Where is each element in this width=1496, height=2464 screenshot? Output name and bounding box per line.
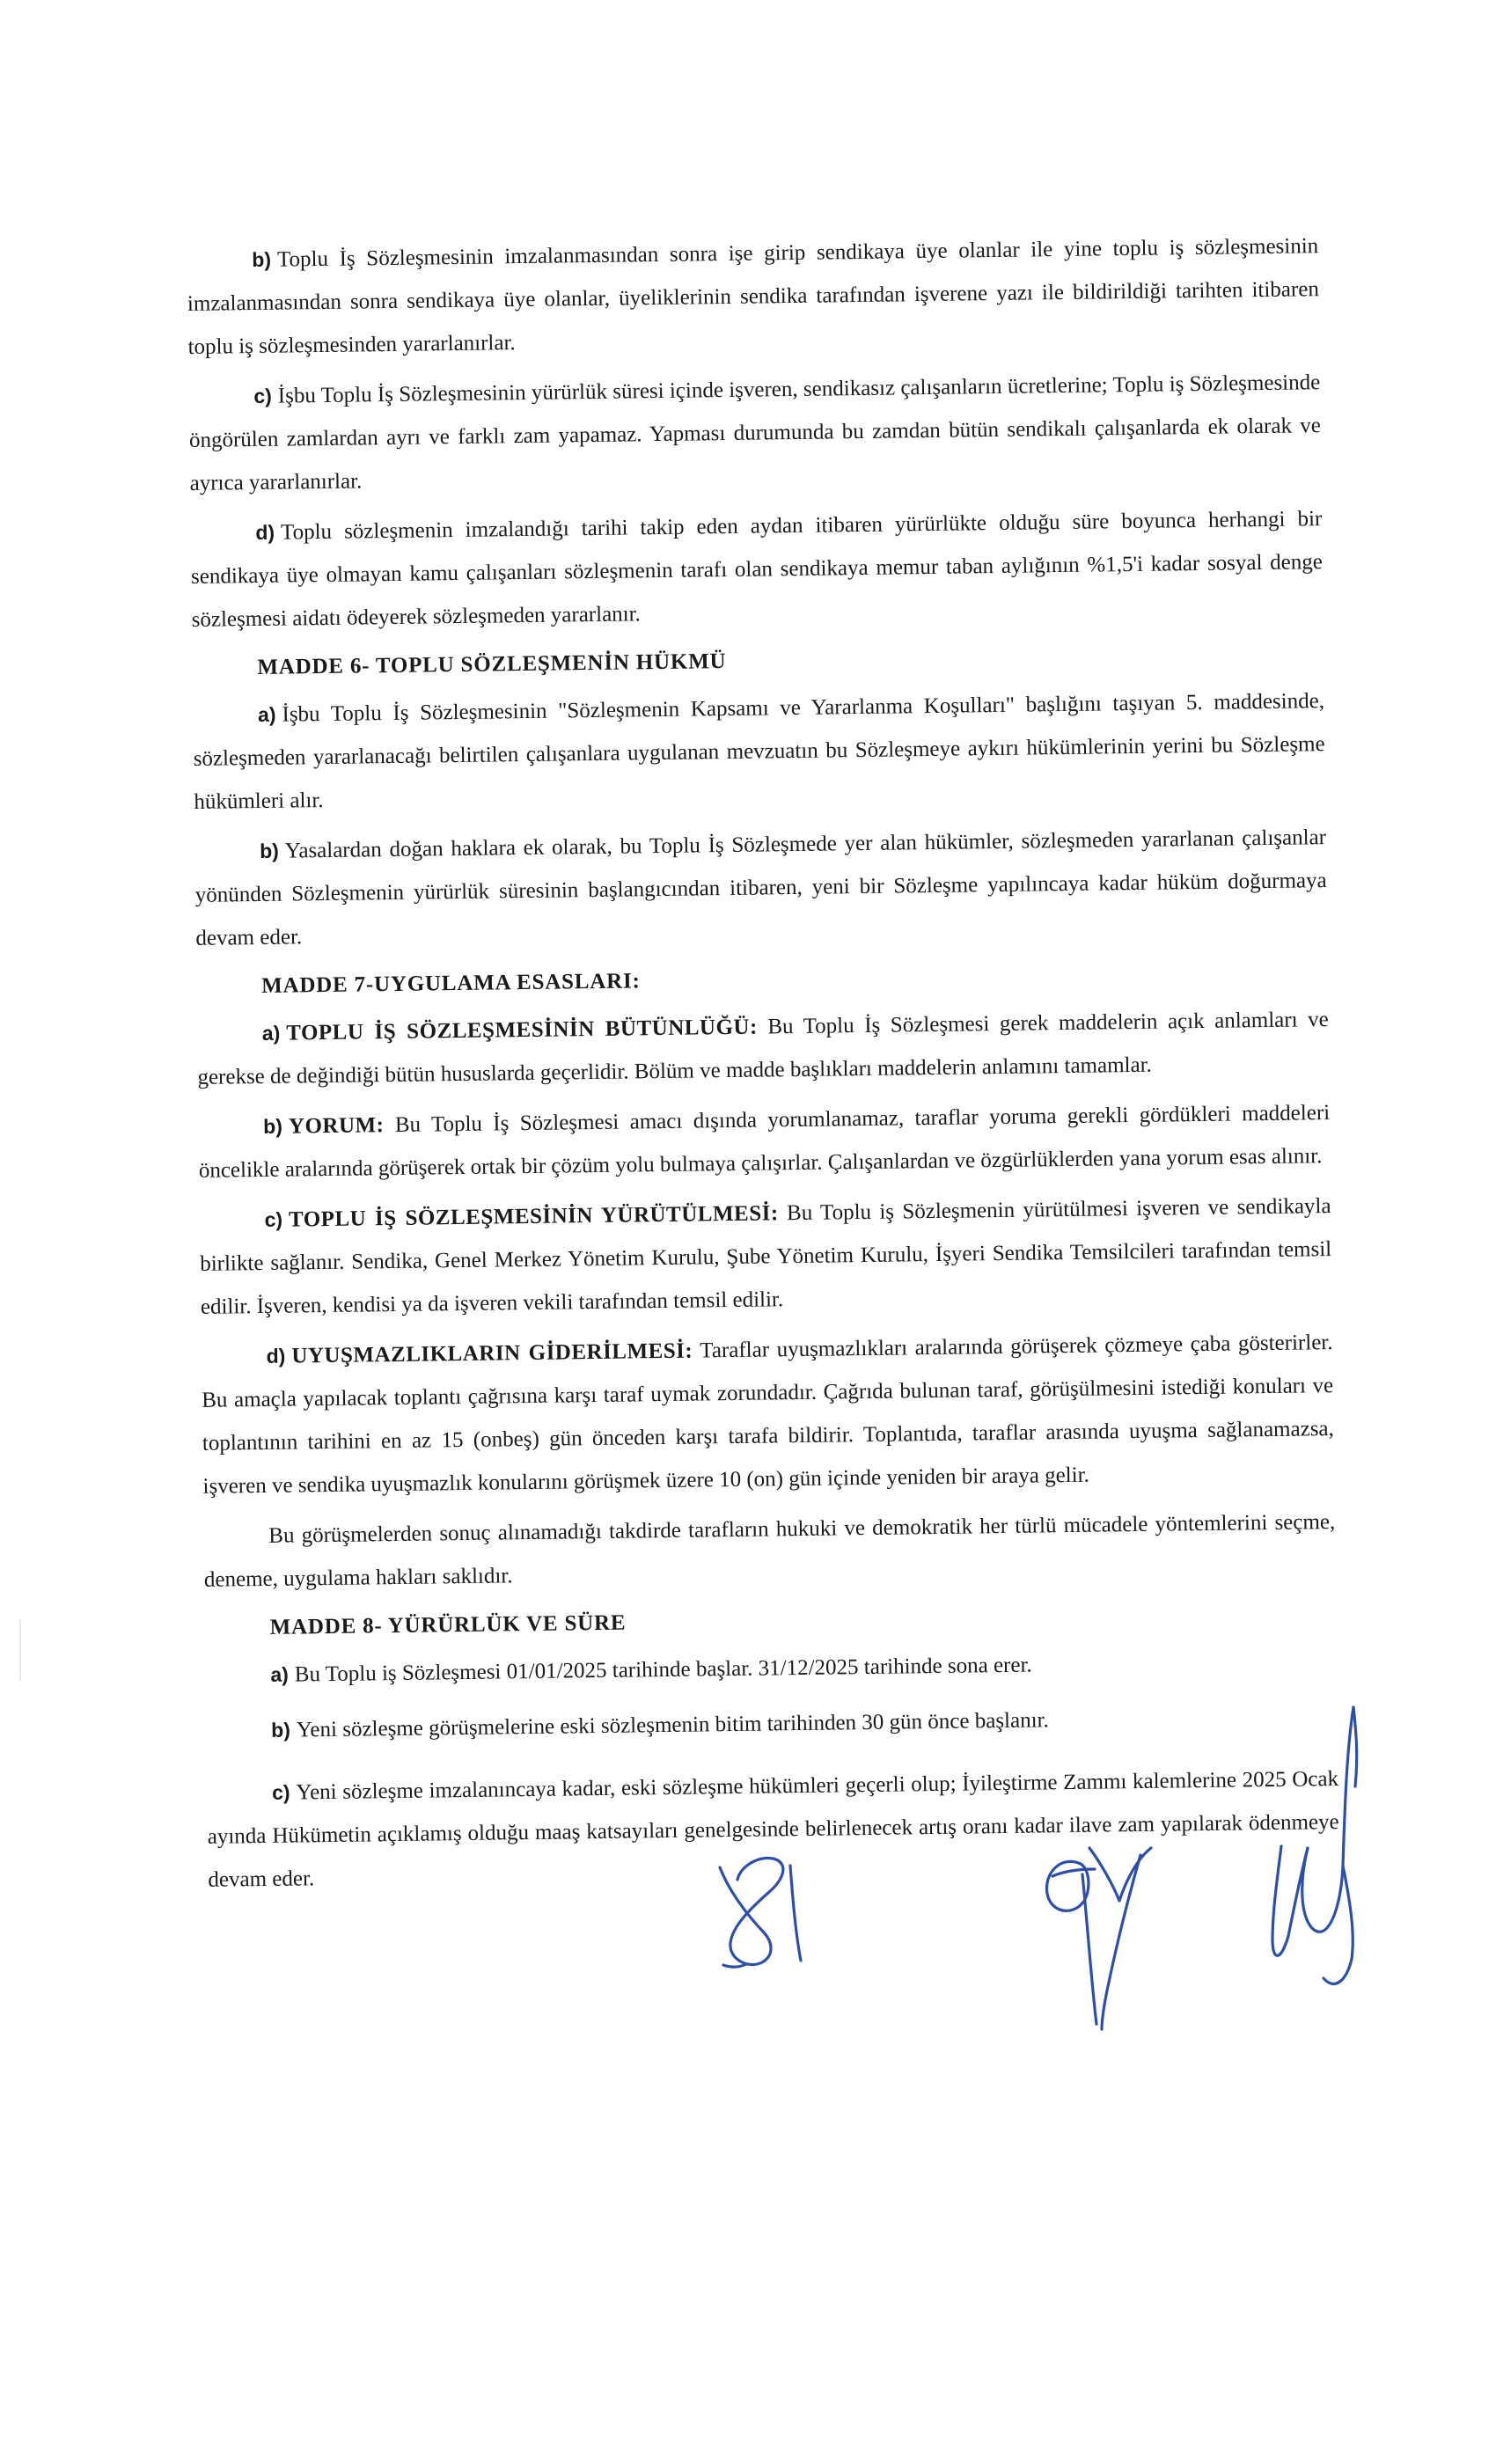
madde7-closing: Bu görüşmelerden sonuç alınamadığı takdirde tarafların hukuki ve demokratik her türlü mücadele yöntemlerini seçme, deneme, uygulama hakları saklıdır.	[203, 1510, 1336, 1592]
scan-margin-mark	[19, 1619, 21, 1681]
clause-label: c)	[253, 384, 272, 408]
clause-text: Toplu sözleşmenin imzalandığı tarihi takip eden aydan itibaren yürürlükte olduğu süre boyunca herhangi bir sendikaya üye olmayan kamu çalışanları sözleşmenin tarafı olan sendikaya memur taban aylığının %1,5'i kadar sosyal denge sözleşmesi aidatı ödeyerek sözleşmeden yararlanır.	[190, 507, 1324, 632]
intro-clause-d	[190, 497, 1324, 642]
clause-text: Bu Toplu İş Sözleşmesi amacı dışında yorumlanamaz, taraflar yoruma gerekli gördükleri maddeleri öncelikle aralarında görüşerek ortak bir çözüm yolu bulmaya çalışırlar. Çalışanlardan ve özgürlüklerden yana yorum esas alınır.	[198, 1101, 1331, 1183]
madde8-heading: MADDE 8- YÜRÜRLÜK VE SÜRE	[269, 1610, 627, 1639]
clause-label: c)	[271, 1780, 290, 1804]
clause-label: c)	[264, 1207, 283, 1231]
clause-text: Taraflar uyuşmazlıkları aralarında görüşerek çözmeye çaba gösterirler. Bu amaçla yapılacak toplantı çağrısına karşı taraf uymak zorundadır. Çağrıda bulunan taraf, görüşülmesini istediği konuları ve toplantının tarihini en az 15 (onbeş) gün önceden karşı tarafa bildirir. Toplantıda, taraflar arasında uyuşma sağlanamazsa, işveren ve sendika uyuşmazlık konularını görüşmek üzere 10 (on) gün içinde yeniden bir araya gelir.	[202, 1331, 1334, 1499]
madde7-clause-a	[197, 998, 1330, 1099]
clause-text: Yeni sözleşme imzalanıncaya kadar, eski sözleşme hükümleri geçerli olup; İyileştirme Zammı kalemlerine 2025 Ocak ayında Hükümetin açıklamış olduğu maaş katsayıları genelgesinde belirlenecek artış oranı kadar ilave zam yapılarak ödenmeye devam eder.	[207, 1767, 1339, 1892]
clause-text: Toplu İş Sözleşmesinin imzalanmasından sonra işe girip sendikaya üye olanlar ile yine toplu iş sözleşmesinin imzalanmasından sonra sendikaya üye olanlar, üyeliklerinin sendika tarafından işverene yazı ile bildirildiği tarihten itibaren toplu iş sözleşmesinden yararlanırlar.	[187, 234, 1320, 359]
clause-label: a)	[257, 702, 276, 726]
clause-subheading: UYUŞMAZLIKLARIN GİDERİLMESİ:	[291, 1338, 693, 1368]
clause-subheading: TOPLU İŞ SÖZLEŞMESİNİN BÜTÜNLÜĞÜ:	[286, 1015, 758, 1045]
clause-label: a)	[270, 1662, 289, 1686]
madde6-clause-a	[193, 679, 1326, 824]
clause-text: Yeni sözleşme görüşmelerine eski sözleşmenin bitim tarihinden 30 gün önce başlanır.	[296, 1708, 1049, 1742]
clause-text: İşbu Toplu İş Sözleşmesinin "Sözleşmenin Kapsamı ve Yararlanma Koşulları" başlığını taşıyan 5. maddesinde, sözleşmeden yararlanacağı belirtilen çalışanlara uygulanan mevzuatın bu Sözleşmeye aykırı hükümlerinin yerini bu Sözleşme hükümleri alır.	[193, 689, 1325, 814]
madde7-heading: MADDE 7-UYGULAMA ESASLARI:	[260, 969, 641, 998]
madde8-clause-b	[206, 1695, 1338, 1753]
madde7-clause-c	[199, 1184, 1332, 1329]
clause-text: Bu Toplu iş Sözleşmesi 01/01/2025 tarihinde başlar. 31/12/2025 tarihinde sona erer.	[294, 1653, 1032, 1687]
clause-subheading: YORUM:	[288, 1113, 385, 1139]
intro-clause-c	[188, 361, 1322, 505]
clause-label: d)	[266, 1344, 286, 1368]
clause-label: d)	[255, 520, 275, 545]
clause-label: b)	[252, 247, 272, 272]
clause-label: b)	[259, 839, 279, 862]
clause-label: a)	[261, 1021, 281, 1045]
madde7-clause-d	[201, 1321, 1334, 1508]
madde8-clause-a	[205, 1639, 1338, 1698]
clause-label: b)	[271, 1718, 291, 1742]
clause-text: İşbu Toplu İş Sözleşmesinin yürürlük süresi içinde işveren, sendikasız çalışanların ücretlerine; Toplu iş Sözleşmesinde öngörülen zamlardan ayrı ve farklı zam yapamaz. Yapması durumunda bu zamdan bütün sendikalı çalışanlarda ek olarak ve ayrıca yararlanırlar.	[188, 370, 1322, 495]
clause-subheading: TOPLU İŞ SÖZLEŞMESİNİN YÜRÜTÜLMESİ:	[288, 1201, 779, 1232]
document-body	[187, 224, 1340, 1909]
clause-label: b)	[263, 1114, 283, 1138]
intro-clause-b	[187, 224, 1320, 369]
madde7-clause-b	[198, 1091, 1331, 1192]
clause-text: Bu Toplu İş Sözleşmesi gerek maddelerin açık anlamları ve gerekse de değindiği bütün hususlarda geçerlidir. Bölüm ve madde başlıkları maddelerin anlamını tamamlar.	[197, 1008, 1329, 1089]
clause-text: Yasalardan doğan haklara ek olarak, bu Toplu İş Sözleşmede yer alan hükümler, sözleşmeden yararlanan çalışanlar yönünden Sözleşmenin yürürlük süresinin başlangıcından itibaren, yeni bir Sözleşme yapılıncaya kadar hüküm doğurmaya devam eder.	[194, 825, 1327, 950]
madde6-clause-b	[194, 816, 1328, 960]
madde6-heading: MADDE 6- TOPLU SÖZLEŞMENİN HÜKMÜ	[257, 649, 727, 679]
clause-text: Bu Toplu iş Sözleşmenin yürütülmesi işveren ve sendikayla birlikte sağlanır. Sendika, Genel Merkez Yönetim Kurulu, Şube Yönetim Kurulu, İşyeri Sendika Temsilcileri tarafından temsil edilir. İşveren, kendisi ya da işveren vekili tarafından temsil edilir.	[200, 1194, 1332, 1319]
madde8-clause-c	[207, 1757, 1340, 1902]
